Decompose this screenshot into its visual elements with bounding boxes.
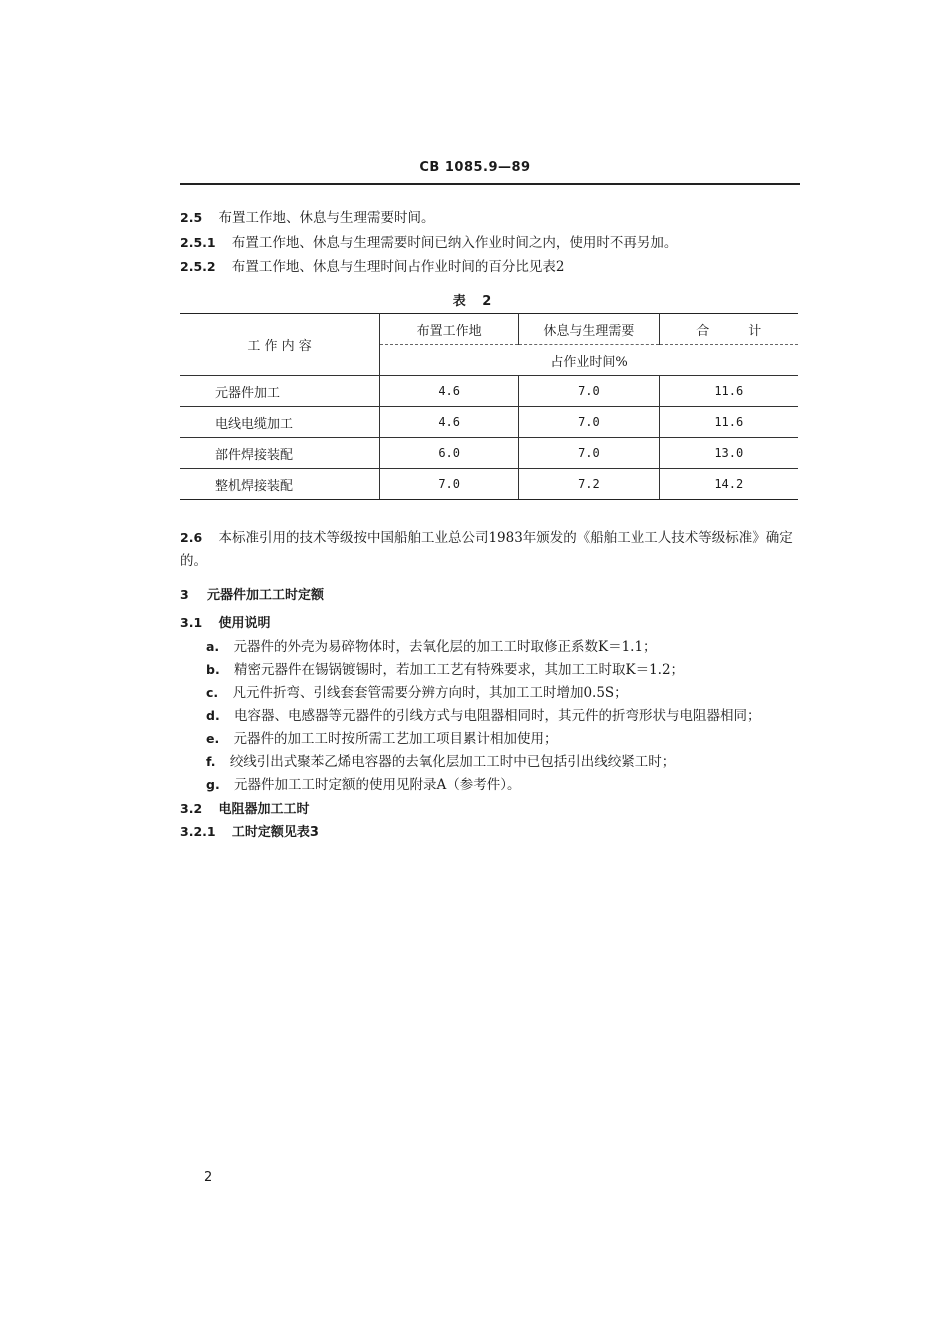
list-item [206,681,628,701]
cell-value: 7.2 [519,469,659,500]
section-title: 电阻器加工工时 [218,802,310,817]
list-item [206,773,521,793]
item-letter: d. [206,708,220,723]
cell-value: 4.6 [380,376,519,407]
section-title: 布置工作地、休息与生理需要时间。 [218,210,435,226]
cell-value: 11.6 [659,376,798,407]
section-3-heading [180,584,324,603]
table-row [180,407,798,438]
section-2-5-1 [180,231,677,251]
cell-value: 14.2 [659,469,798,500]
list-item [206,635,657,655]
section-2-5-2 [180,255,564,275]
row-label: 元器件加工 [180,376,380,407]
item-letter: g. [206,777,220,792]
table-caption: 表 2 [452,294,498,309]
list-item [206,727,558,747]
section-text: 布置工作地、休息与生理时间占作业时间的百分比见表2 [231,259,565,275]
unit-header: 占作业时间% [380,345,798,376]
section-number: 3 [180,587,189,602]
cell-value: 7.0 [519,407,659,438]
table-row [180,376,798,407]
header-rule [180,183,800,185]
cell-value: 7.0 [380,469,519,500]
cell-value: 11.6 [659,407,798,438]
item-text: 元器件的外壳为易碎物体时，去氧化层的加工工时取修正系数K＝1.1； [233,639,657,655]
cell-value: 6.0 [380,438,519,469]
section-2-5 [180,206,434,226]
item-text: 电容器、电感器等元器件的引线方式与电阻器相同时，其元件的折弯形状与电阻器相同； [234,708,761,724]
cell-value: 13.0 [659,438,798,469]
item-letter: e. [206,731,220,746]
section-3-2-heading [180,798,309,817]
section-text: 本标准引用的技术等级按中国船舶工业总公司1983年颁发的《船舶工业工人技术等级标准》确定 [218,530,793,546]
table-row [180,469,798,500]
cell-value: 4.6 [380,407,519,438]
item-text: 凡元件折弯、引线套套管需要分辨方向时，其加工工时增加0.5S； [232,685,628,701]
section-number: 3.2.1 [180,824,216,839]
table-row [180,438,798,469]
list-item [206,704,761,724]
cell-value: 7.0 [519,438,659,469]
section-2-6 [180,526,793,546]
page-number: 2 [204,1170,213,1185]
item-letter: c. [206,685,219,700]
col-header: 合 计 [659,314,798,345]
item-letter: f. [206,754,216,769]
section-3-2-1-heading [180,821,319,840]
row-label: 电线电缆加工 [180,407,380,438]
col-header: 休息与生理需要 [519,314,659,345]
section-number: 3.1 [180,615,203,630]
item-letter: a. [206,639,220,654]
row-header: 工 作 内 容 [180,314,380,376]
section-number: 3.2 [180,801,203,816]
section-title: 工时定额见表3 [231,825,319,840]
section-text: 布置工作地、休息与生理需要时间已纳入作业时间之内，使用时不再另加。 [231,235,678,251]
time-percentage-table [180,313,798,500]
list-item [206,658,684,678]
item-text: 绞线引出式聚苯乙烯电容器的去氧化层加工工时中已包括引出线绞紧工时； [229,754,676,770]
item-text: 元器件加工工时定额的使用见附录A（参考件）。 [234,777,521,793]
item-letter: b. [206,662,220,677]
cell-value: 7.0 [519,376,659,407]
row-label: 部件焊接装配 [180,438,380,469]
section-number: 2.5 [180,210,203,225]
section-title: 元器件加工工时定额 [207,588,325,603]
section-title: 使用说明 [218,616,271,631]
section-number: 2.5.2 [180,259,216,274]
section-3-1-heading [180,612,270,631]
standard-code: CB 1085.9—89 [419,160,531,175]
section-number: 2.5.1 [180,235,216,250]
section-number: 2.6 [180,530,203,545]
section-2-6-cont: 的。 [180,553,207,569]
row-label: 整机焊接装配 [180,469,380,500]
item-text: 精密元器件在锡锅镀锡时，若加工工艺有特殊要求，其加工工时取K＝1.2； [234,662,685,678]
item-text: 元器件的加工工时按所需工艺加工项目累计相加使用； [233,731,558,747]
col-header: 布置工作地 [380,314,519,345]
list-item [206,750,675,770]
